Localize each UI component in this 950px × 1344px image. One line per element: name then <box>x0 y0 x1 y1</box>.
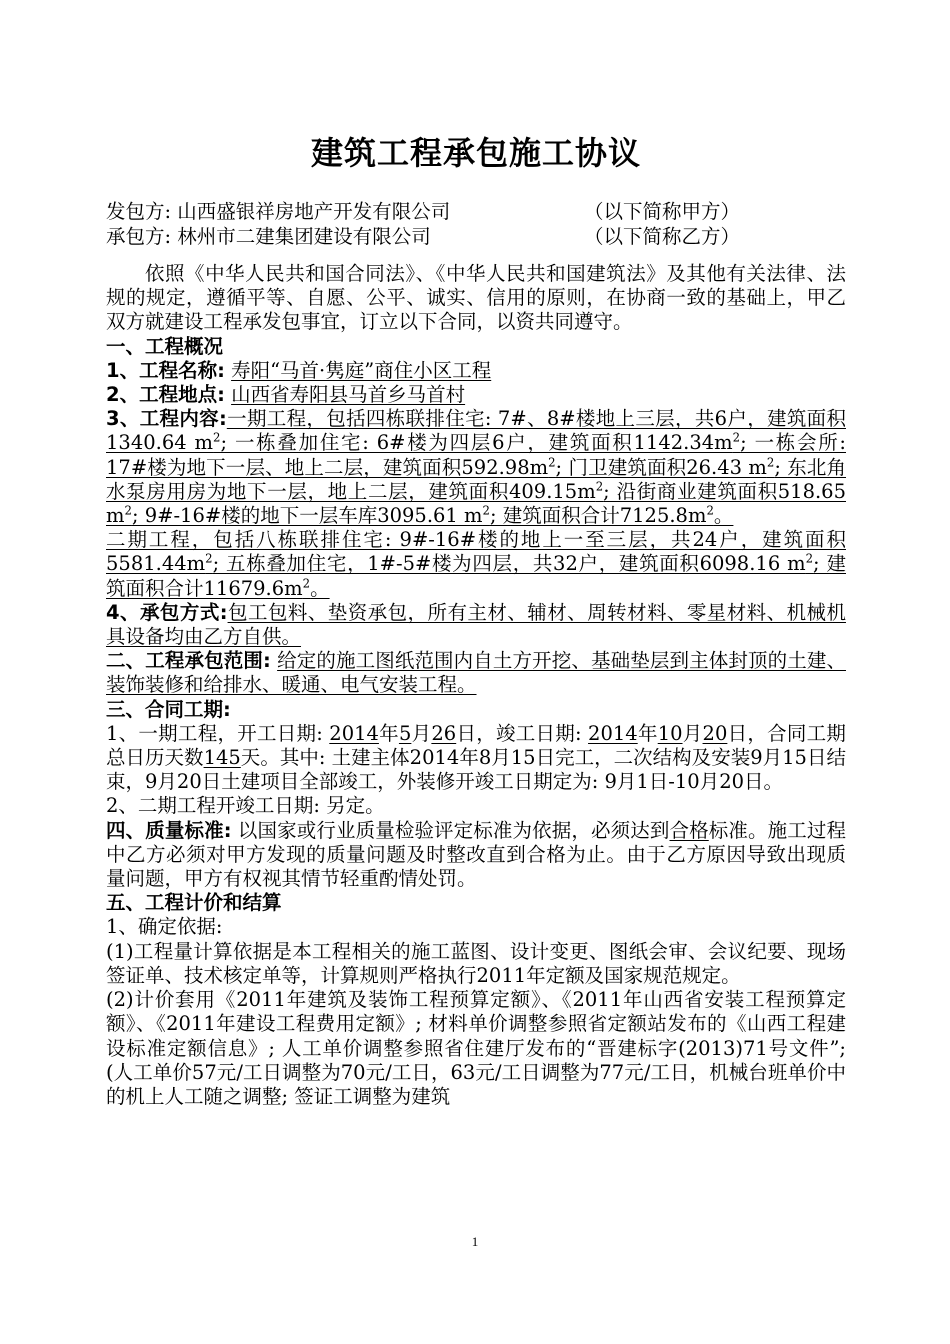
superscript: 2 <box>482 503 490 518</box>
phase-1-part-a: 一期工程，包括四栋联排住宅: 7#、8#楼地上三层，共6户，建筑面积1340.64 m <box>106 407 846 455</box>
section-1-heading: 一、工程概况 <box>106 334 224 358</box>
contractor-label: 承包方: <box>106 225 172 248</box>
project-name-line <box>106 359 846 383</box>
schedule-text-1: 1、一期工程，开工日期: <box>106 721 323 745</box>
end-day: 20 <box>702 721 728 745</box>
employer-label: 发包方: <box>106 200 172 223</box>
total-days: 145 <box>203 746 241 770</box>
pricing-basis-heading: 1、确定依据: <box>106 915 223 939</box>
pricing-basis-1: (1)工程量计算依据是本工程相关的施工蓝图、设计变更、图纸会审、会议纪要、现场签证单、技术核定单等，计算规则严格执行2011年定额及国家规范规定。 <box>106 939 846 987</box>
section-4-heading: 四、质量标准: <box>106 818 232 842</box>
section-3-heading: 三、合同工期: <box>106 697 231 721</box>
phase-2-end: 。 <box>310 576 330 600</box>
quality-text-2: 标准。施工过程中乙方必须对甲方发现的质量问题及时整改直到合格为止。由于乙方原因导致出现质量问题，甲方有权视其情节轻重酌情处罚。 <box>106 818 846 891</box>
start-month: 5 <box>398 721 412 745</box>
intro-paragraph: 依照《中华人民共和国合同法》、《中华人民共和国建筑法》及其他有关法律、法规的规定，遵循平等、自愿、公平、诚实、信用的原则，在协商一致的基础上，甲乙双方就建设工程承发包事宜，订立以下合同，以资共同遵守。 <box>106 262 846 334</box>
superscript: 2 <box>766 455 775 470</box>
page-number: 1 <box>471 1234 479 1249</box>
month-unit: 月 <box>682 721 703 745</box>
schedule-text-3: ，合同工期总日历天数 <box>106 721 846 770</box>
project-content-phase-2 <box>106 528 846 601</box>
section-2-value: 给定的施工图纸范围内自土方开挖、基础垫层到主体封顶的土建、装饰装修和给排水、暖通、电气安装工程。 <box>106 649 846 697</box>
document-body <box>106 262 846 1109</box>
employer-line <box>106 199 846 225</box>
year-unit: 年 <box>378 721 399 745</box>
employer-name: 山西盛银祥房地产开发有限公司 <box>177 200 451 223</box>
superscript: 2 <box>805 551 814 566</box>
project-content-phase-1 <box>106 407 846 528</box>
section-4-line <box>106 819 846 892</box>
day-unit: 日 <box>456 721 477 745</box>
month-unit: 月 <box>411 721 432 745</box>
schedule-text-2: ，竣工日期: <box>476 721 582 745</box>
phase-1-part-g: ; 9#-16#楼的地下一层车库3095.61 m <box>131 504 483 528</box>
phase-1-part-e: ; 东北角水泵房用房为地下一层，地上二层，建筑面积409.15m <box>106 455 846 503</box>
phase-2-part-c: ; 建筑面积合计11679.6m <box>106 552 846 600</box>
superscript: 2 <box>302 576 311 591</box>
contractor-name: 林州市二建集团建设有限公司 <box>177 225 431 248</box>
project-site-line <box>106 383 846 407</box>
project-name-value: 寿阳“马首·隽庭”商住小区工程 <box>231 358 492 382</box>
quality-grade: 合格 <box>669 818 709 842</box>
pricing-basis-2: (2)计价套用《2011年建筑及装饰工程预算定额》、《2011年山西省安装工程预算定额》、《2011年建设工程费用定额》; 材料单价调整参照省定额站发布的《山西工程建设标准定额信息》; 人工单价调整参照省住建厅发布的“晋建标字(2013)71号文件”;(人工单价57元/工日调整为70元/工日，63元/工日调整为77元/工日，机械台班单价中的机上人工随之调整; 签证工调整为建筑 <box>106 988 846 1108</box>
start-day: 26 <box>431 721 457 745</box>
contractor-line <box>106 224 846 250</box>
project-content-label: 3、工程内容: <box>106 407 227 431</box>
phase-1-part-c: ; 一栋会所: 17#楼为地下一层、地上二层，建筑面积592.98m <box>106 431 846 479</box>
document-title: 建筑工程承包施工协议 <box>310 134 641 172</box>
project-site-value: 山西省寿阳县马首乡马首村 <box>231 383 466 407</box>
phase-1-part-f: ; 沿街商业建筑面积518.65 m <box>106 479 846 528</box>
section-2-line <box>106 649 846 697</box>
year-unit: 年 <box>637 721 658 745</box>
project-name-label: 1、工程名称: <box>106 358 225 382</box>
superscript: 2 <box>706 503 714 518</box>
end-month: 10 <box>657 721 683 745</box>
superscript: 2 <box>595 479 604 494</box>
phase-2-part-b: ; 五栋叠加住宅，1#-5#楼为四层，共32户，建筑面积6098.16 m <box>212 552 806 576</box>
contract-mode-line <box>106 601 846 649</box>
quality-text-1: 以国家或行业质量检验评定标准为依据，必须达到 <box>237 818 670 842</box>
schedule-phase-1 <box>106 722 846 795</box>
schedule-phase-2: 2、二期工程开竣工日期: 另定。 <box>106 794 385 818</box>
phase-1-part-d: ; 门卫建筑面积26.43 m <box>555 455 767 479</box>
employer-note: （以下简称甲方） <box>584 200 741 223</box>
superscript: 2 <box>213 430 221 445</box>
section-2-heading: 二、工程承包范围: <box>106 649 271 673</box>
end-year: 2014 <box>588 721 638 745</box>
contractor-note: （以下简称乙方） <box>584 225 741 248</box>
superscript: 2 <box>732 430 741 445</box>
superscript: 2 <box>548 455 556 470</box>
phase-2-text <box>106 528 846 599</box>
start-year: 2014 <box>329 721 379 745</box>
schedule-text-4: 天。其中: 土建主体2014年8月15日完工，二次结构及安装9月15日结束，9月20日土建项目全部竣工，外装修开竣工日期定为: 9月1日-10月20日。 <box>106 746 846 794</box>
contract-mode-label: 4、承包方式: <box>106 600 228 624</box>
section-5-heading: 五、工程计价和结算 <box>106 891 282 915</box>
phase-2-part-a: 二期工程，包括八栋联排住宅: 9#-16#楼的地上一至三层，共24户，建筑面积5581.44m <box>106 528 846 576</box>
phase-1-end: 。 <box>713 504 734 528</box>
project-site-label: 2、工程地点: <box>106 383 225 407</box>
contract-mode-value: 包工包料、垫资承包，所有主材、辅材、周转材料、零星材料、机械机具设备均由乙方自供。 <box>106 600 846 649</box>
phase-1-part-h: ; 建筑面积合计7125.8m <box>489 504 707 528</box>
day-unit: 日 <box>727 721 748 745</box>
superscript: 2 <box>124 503 132 518</box>
phase-1-part-b: ; 一栋叠加住宅: 6#楼为四层6户，建筑面积1142.34m <box>220 431 733 455</box>
superscript: 2 <box>205 551 213 566</box>
